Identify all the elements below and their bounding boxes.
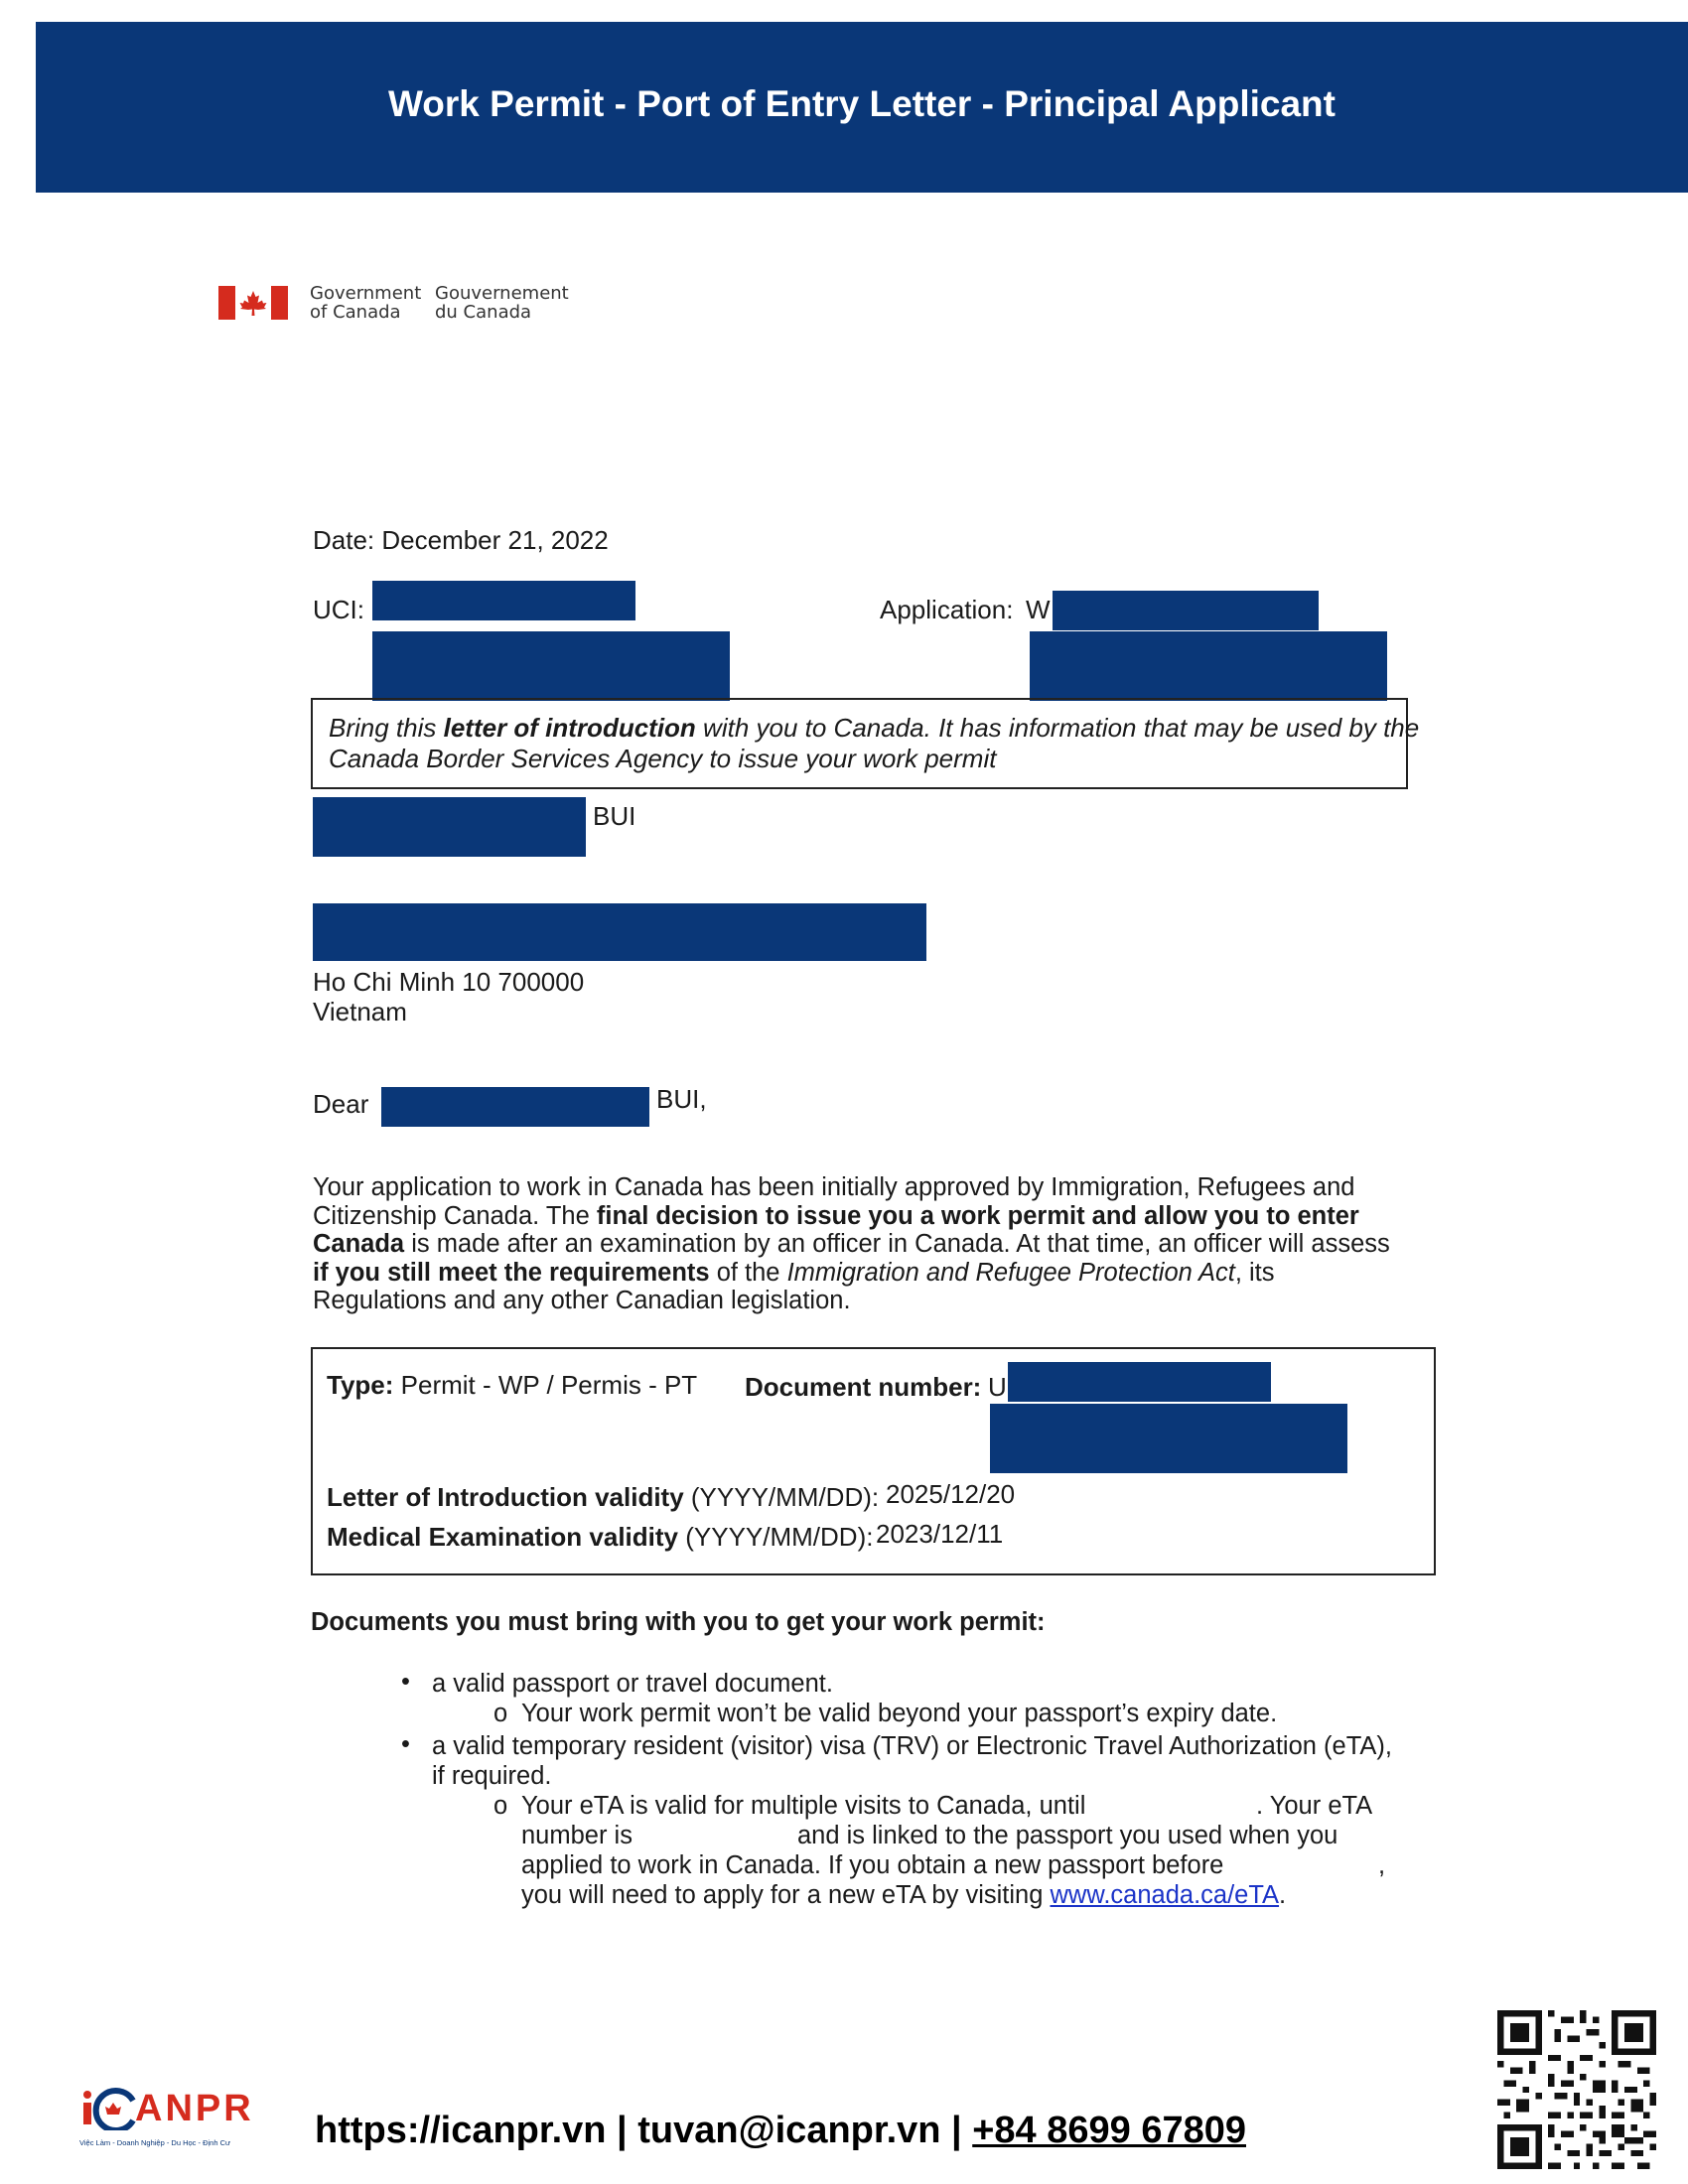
permit-details-box xyxy=(311,1347,1436,1575)
para-line2b: final decision to issue you a work permit and allow you to enter xyxy=(596,1201,1359,1230)
gov-en-line1: Government xyxy=(310,283,422,304)
document-number-redaction xyxy=(1008,1362,1271,1402)
header-banner xyxy=(36,22,1688,193)
documents-heading: Documents you must bring with you to get your work permit: xyxy=(311,1608,1046,1636)
type-label: Type: xyxy=(327,1370,394,1400)
footer-contact xyxy=(315,2110,1246,2152)
document-number-label: Document number: xyxy=(745,1372,982,1402)
eta-line1b: . Your eTA xyxy=(1256,1792,1373,1820)
eta-line4a: you will need to apply for a new eTA by visiting xyxy=(521,1881,1051,1909)
loi-validity-label-rest: (YYYY/MM/DD): xyxy=(683,1482,880,1512)
gov-fr-line1: Gouvernement xyxy=(435,283,569,304)
address-line2: Vietnam xyxy=(313,997,407,1026)
eta-line3b: , xyxy=(1378,1851,1386,1879)
sub-bullet: o xyxy=(493,1792,508,1820)
document-number-redaction-lower xyxy=(990,1404,1347,1473)
loi-validity-value: 2025/12/20 xyxy=(886,1479,1016,1509)
introduction-notice-box xyxy=(311,698,1420,789)
recipient-surname: BUI xyxy=(593,801,636,831)
para-line3b: is made after an examination by an officer in Canada. At that time, an officer will assess xyxy=(404,1230,1390,1258)
salutation-start: Dear xyxy=(313,1089,369,1119)
application-prefix: W xyxy=(1026,595,1051,624)
eta-line1a: Your eTA is valid for multiple visits to Canada, until xyxy=(521,1792,1086,1820)
application-label: Application: xyxy=(880,595,1014,624)
salutation-name-redaction xyxy=(381,1087,649,1127)
letter-date: Date: December 21, 2022 xyxy=(313,525,609,555)
icanpr-tagline: Việc Làm - Doanh Nghiệp - Du Học - Định Cư xyxy=(79,2138,231,2147)
canada-flag-icon xyxy=(218,286,288,320)
doc-item-passport: a valid passport or travel document. xyxy=(432,1670,833,1698)
para-line4d: , its xyxy=(1234,1258,1275,1287)
eta-link[interactable]: www.canada.ca/eTA xyxy=(1050,1881,1280,1909)
salutation-end: BUI, xyxy=(656,1084,707,1114)
eta-line2a: number is xyxy=(521,1822,633,1849)
application-redaction-lower xyxy=(1030,631,1387,701)
banner-title: Work Permit - Port of Entry Letter - Principal Applicant xyxy=(388,83,1336,124)
para-line3a: Canada xyxy=(313,1230,405,1258)
doc-item-visa-line2: if required. xyxy=(432,1762,552,1790)
eta-line2b: and is linked to the passport you used when you xyxy=(797,1822,1338,1849)
uci-redaction xyxy=(372,581,635,620)
bullet-dot: • xyxy=(401,1730,410,1758)
recipient-name-redaction xyxy=(313,797,586,857)
intro-text-2: with you to Canada. It has information that may be used by the xyxy=(695,713,1420,743)
doc-item-visa-line1: a valid temporary resident (visitor) visa (TRV) or Electronic Travel Authorization (eTA), xyxy=(432,1732,1392,1760)
eta-line3a: applied to work in Canada. If you obtain a new passport before xyxy=(521,1851,1224,1879)
medical-validity-value: 2023/12/11 xyxy=(876,1519,1004,1549)
application-redaction xyxy=(1053,591,1319,630)
para-line5: Regulations and any other Canadian legislation. xyxy=(313,1287,851,1314)
intro-text-bold: letter of introduction xyxy=(443,713,696,743)
bullet-dot: • xyxy=(401,1668,410,1696)
para-line4b: of the xyxy=(709,1258,787,1287)
intro-text-line2: Canada Border Services Agency to issue your work permit xyxy=(329,744,997,773)
para-line4a: if you still meet the requirements xyxy=(313,1258,710,1287)
document-number-prefix: U xyxy=(988,1372,1007,1402)
doc-subitem-passport-expiry: Your work permit won’t be valid beyond your passport’s expiry date. xyxy=(521,1700,1278,1727)
para-line2a: Citizenship Canada. The xyxy=(313,1201,597,1230)
eta-line4b: . xyxy=(1279,1881,1287,1909)
uci-label: UCI: xyxy=(313,595,364,624)
government-logo xyxy=(218,284,586,326)
gov-en-line2: of Canada xyxy=(310,302,401,323)
para-line4c: Immigration and Refugee Protection Act xyxy=(786,1258,1235,1287)
loi-validity-label: Letter of Introduction validity xyxy=(327,1482,684,1512)
uci-redaction-lower xyxy=(372,631,730,701)
medical-validity-label: Medical Examination validity xyxy=(327,1522,678,1552)
address-redaction xyxy=(313,903,926,961)
icanpr-logo xyxy=(79,2083,268,2154)
type-value: Permit - WP / Permis - PT xyxy=(400,1370,698,1400)
intro-text-1: Bring this xyxy=(329,713,444,743)
gov-fr-line2: du Canada xyxy=(435,302,532,323)
approval-paragraph xyxy=(313,1173,1425,1315)
icanpr-logo-text: ANPR xyxy=(135,2088,254,2129)
footer-phone-link[interactable]: +84 8699 67809 xyxy=(972,2110,1246,2151)
address-line1: Ho Chi Minh 10 700000 xyxy=(313,967,585,997)
para-line1: Your application to work in Canada has been initially approved by Immigration, Refugees and xyxy=(313,1173,1355,1201)
footer-contact-text: https://icanpr.vn | tuvan@icanpr.vn | xyxy=(315,2110,973,2151)
sub-bullet: o xyxy=(493,1700,508,1727)
medical-validity-label-rest: (YYYY/MM/DD): xyxy=(678,1522,874,1552)
icanpr-logo-mark-icon xyxy=(79,2083,139,2130)
qr-code-icon[interactable] xyxy=(1497,2010,1656,2169)
